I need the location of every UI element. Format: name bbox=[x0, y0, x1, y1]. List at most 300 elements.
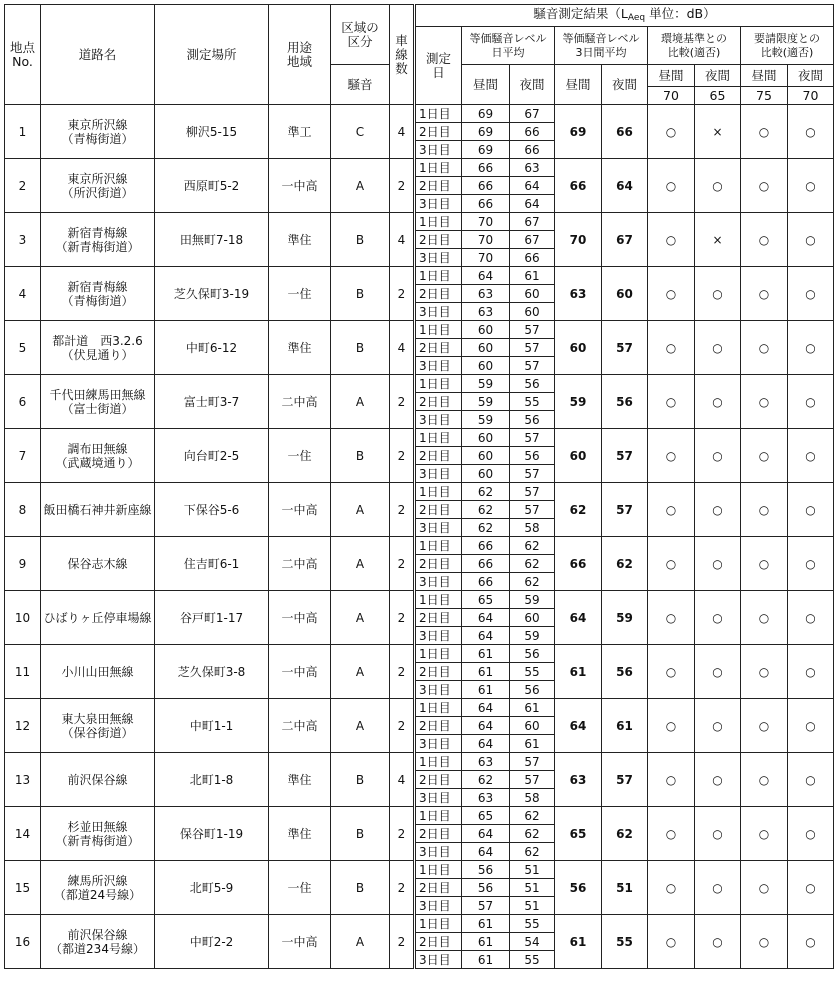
daily-night-value: 57 bbox=[510, 483, 555, 501]
table-row bbox=[5, 483, 834, 501]
env-day-result: ○ bbox=[648, 159, 695, 213]
req-day-result: ○ bbox=[741, 807, 788, 861]
table-row bbox=[5, 429, 834, 447]
env-night-result: × bbox=[695, 213, 741, 267]
lanes: 2 bbox=[390, 699, 415, 753]
env-day-result: ○ bbox=[648, 753, 695, 807]
daily-day-value: 66 bbox=[462, 159, 510, 177]
table-row bbox=[5, 105, 834, 123]
req-night-result: ○ bbox=[788, 753, 834, 807]
road-name-line: 東京所沢線 bbox=[67, 117, 128, 132]
day-label: 1日目 bbox=[415, 861, 462, 879]
avg-day-value: 64 bbox=[555, 699, 602, 753]
avg-day-value: 63 bbox=[555, 267, 602, 321]
daily-day-value: 66 bbox=[462, 573, 510, 591]
req-day-result: ○ bbox=[741, 753, 788, 807]
area-class: C bbox=[331, 105, 390, 159]
daily-night-value: 62 bbox=[510, 843, 555, 861]
daily-night-value: 62 bbox=[510, 537, 555, 555]
road-name-line: 都計道 西3.2.6 bbox=[52, 333, 143, 348]
req-day-result: ○ bbox=[741, 591, 788, 645]
daily-night-value: 54 bbox=[510, 933, 555, 951]
header-env-day-value: 70 bbox=[648, 87, 695, 105]
area-class: B bbox=[331, 429, 390, 483]
point-no: 1 bbox=[5, 105, 41, 159]
header-env-day: 昼間 bbox=[648, 65, 695, 87]
location: 芝久保町3-19 bbox=[155, 267, 269, 321]
daily-day-value: 66 bbox=[462, 537, 510, 555]
avg-day-value: 62 bbox=[555, 483, 602, 537]
area-class: A bbox=[331, 699, 390, 753]
daily-day-value: 57 bbox=[462, 897, 510, 915]
avg-day-value: 66 bbox=[555, 159, 602, 213]
lanes: 4 bbox=[390, 213, 415, 267]
avg-day-value: 61 bbox=[555, 645, 602, 699]
day-label: 2日目 bbox=[415, 285, 462, 303]
road-name-line: （武蔵境通り） bbox=[55, 455, 140, 470]
day-label: 1日目 bbox=[415, 753, 462, 771]
req-day-result: ○ bbox=[741, 267, 788, 321]
road-name-line: 新宿青梅線 bbox=[67, 225, 128, 240]
lanes: 4 bbox=[390, 105, 415, 159]
env-day-result: ○ bbox=[648, 321, 695, 375]
day-label: 1日目 bbox=[415, 915, 462, 933]
req-night-result: ○ bbox=[788, 213, 834, 267]
env-day-result: ○ bbox=[648, 699, 695, 753]
req-day-result: ○ bbox=[741, 699, 788, 753]
location: 柳沢5-15 bbox=[155, 105, 269, 159]
day-label: 1日目 bbox=[415, 645, 462, 663]
day-label: 1日目 bbox=[415, 375, 462, 393]
day-label: 1日目 bbox=[415, 429, 462, 447]
road-name-line: 練馬所沢線 bbox=[67, 873, 128, 888]
avg-night-value: 62 bbox=[602, 537, 648, 591]
point-no: 11 bbox=[5, 645, 41, 699]
road-name-line: （青梅街道） bbox=[61, 131, 134, 146]
use-zone: 一住 bbox=[269, 267, 331, 321]
daily-night-value: 57 bbox=[510, 465, 555, 483]
daily-day-value: 64 bbox=[462, 735, 510, 753]
daily-night-value: 61 bbox=[510, 735, 555, 753]
road-name-line: （新青梅街道） bbox=[55, 833, 140, 848]
lanes: 4 bbox=[390, 753, 415, 807]
day-label: 3日目 bbox=[415, 411, 462, 429]
lanes: 2 bbox=[390, 159, 415, 213]
req-night-result: ○ bbox=[788, 591, 834, 645]
daily-day-value: 61 bbox=[462, 663, 510, 681]
day-label: 1日目 bbox=[415, 321, 462, 339]
daily-night-value: 58 bbox=[510, 519, 555, 537]
header-lanes: 車 線 数 bbox=[390, 5, 415, 105]
env-night-result: ○ bbox=[695, 375, 741, 429]
header-results-title: 騒音測定結果（LAeq 単位：dB） bbox=[415, 5, 834, 27]
req-day-result: ○ bbox=[741, 321, 788, 375]
table-body bbox=[5, 105, 834, 969]
road-name-line: （新青梅街道） bbox=[55, 239, 140, 254]
road-name-line: 杉並田無線 bbox=[67, 819, 128, 834]
daily-day-value: 69 bbox=[462, 105, 510, 123]
road-name bbox=[41, 213, 155, 267]
avg-day-value: 70 bbox=[555, 213, 602, 267]
use-zone: 準住 bbox=[269, 807, 331, 861]
avg-night-value: 56 bbox=[602, 375, 648, 429]
env-night-result: ○ bbox=[695, 267, 741, 321]
location: 谷戸町1-17 bbox=[155, 591, 269, 645]
daily-day-value: 63 bbox=[462, 303, 510, 321]
daily-night-value: 57 bbox=[510, 429, 555, 447]
daily-night-value: 66 bbox=[510, 141, 555, 159]
daily-day-value: 61 bbox=[462, 915, 510, 933]
day-label: 2日目 bbox=[415, 339, 462, 357]
daily-day-value: 62 bbox=[462, 519, 510, 537]
avg-night-value: 51 bbox=[602, 861, 648, 915]
daily-day-value: 64 bbox=[462, 843, 510, 861]
req-day-result: ○ bbox=[741, 213, 788, 267]
daily-night-value: 55 bbox=[510, 915, 555, 933]
daily-night-value: 62 bbox=[510, 825, 555, 843]
header-three-day-avg: 等価騒音レベル 3日間平均 bbox=[555, 27, 648, 65]
env-day-result: ○ bbox=[648, 537, 695, 591]
road-name-line: （都道24号線） bbox=[53, 887, 142, 902]
daily-night-value: 56 bbox=[510, 681, 555, 699]
env-night-result: ○ bbox=[695, 591, 741, 645]
env-night-result: × bbox=[695, 105, 741, 159]
avg-day-value: 60 bbox=[555, 321, 602, 375]
point-no: 16 bbox=[5, 915, 41, 969]
daily-day-value: 66 bbox=[462, 555, 510, 573]
day-label: 3日目 bbox=[415, 249, 462, 267]
road-name bbox=[41, 591, 155, 645]
daily-day-value: 56 bbox=[462, 861, 510, 879]
daily-night-value: 60 bbox=[510, 717, 555, 735]
lanes: 2 bbox=[390, 861, 415, 915]
req-day-result: ○ bbox=[741, 375, 788, 429]
daily-day-value: 65 bbox=[462, 591, 510, 609]
daily-night-value: 57 bbox=[510, 339, 555, 357]
daily-day-value: 64 bbox=[462, 825, 510, 843]
area-class: B bbox=[331, 213, 390, 267]
avg-day-value: 60 bbox=[555, 429, 602, 483]
point-no: 15 bbox=[5, 861, 41, 915]
env-night-result: ○ bbox=[695, 321, 741, 375]
daily-day-value: 62 bbox=[462, 483, 510, 501]
env-night-result: ○ bbox=[695, 537, 741, 591]
table-row bbox=[5, 267, 834, 285]
use-zone: 一中高 bbox=[269, 915, 331, 969]
road-name bbox=[41, 483, 155, 537]
day-label: 2日目 bbox=[415, 663, 462, 681]
use-zone: 二中高 bbox=[269, 699, 331, 753]
avg-night-value: 57 bbox=[602, 321, 648, 375]
daily-night-value: 57 bbox=[510, 753, 555, 771]
header-avg-day: 昼間 bbox=[555, 65, 602, 105]
day-label: 3日目 bbox=[415, 303, 462, 321]
env-night-result: ○ bbox=[695, 915, 741, 969]
location: 向台町2-5 bbox=[155, 429, 269, 483]
road-name-line: 飯田橋石神井新座線 bbox=[43, 502, 152, 517]
daily-night-value: 67 bbox=[510, 105, 555, 123]
day-label: 1日目 bbox=[415, 699, 462, 717]
daily-night-value: 62 bbox=[510, 573, 555, 591]
daily-night-value: 56 bbox=[510, 411, 555, 429]
req-day-result: ○ bbox=[741, 159, 788, 213]
day-label: 3日目 bbox=[415, 735, 462, 753]
daily-night-value: 57 bbox=[510, 501, 555, 519]
use-zone: 準住 bbox=[269, 213, 331, 267]
avg-night-value: 57 bbox=[602, 429, 648, 483]
daily-night-value: 51 bbox=[510, 897, 555, 915]
lanes: 2 bbox=[390, 591, 415, 645]
location: 富士町3-7 bbox=[155, 375, 269, 429]
point-no: 10 bbox=[5, 591, 41, 645]
use-zone: 二中高 bbox=[269, 375, 331, 429]
avg-night-value: 61 bbox=[602, 699, 648, 753]
header-req-day-value: 75 bbox=[741, 87, 788, 105]
lanes: 2 bbox=[390, 807, 415, 861]
daily-day-value: 60 bbox=[462, 429, 510, 447]
point-no: 12 bbox=[5, 699, 41, 753]
daily-day-value: 70 bbox=[462, 231, 510, 249]
header-daily-night: 夜間 bbox=[510, 65, 555, 105]
avg-day-value: 64 bbox=[555, 591, 602, 645]
avg-night-value: 64 bbox=[602, 159, 648, 213]
lanes: 4 bbox=[390, 321, 415, 375]
header-point-no: 地点 No. bbox=[5, 5, 41, 105]
day-label: 2日目 bbox=[415, 825, 462, 843]
avg-night-value: 59 bbox=[602, 591, 648, 645]
road-name bbox=[41, 645, 155, 699]
location: 芝久保町3-8 bbox=[155, 645, 269, 699]
env-day-result: ○ bbox=[648, 645, 695, 699]
area-class: B bbox=[331, 753, 390, 807]
daily-day-value: 56 bbox=[462, 879, 510, 897]
point-no: 2 bbox=[5, 159, 41, 213]
req-night-result: ○ bbox=[788, 699, 834, 753]
day-label: 3日目 bbox=[415, 465, 462, 483]
daily-day-value: 60 bbox=[462, 357, 510, 375]
env-night-result: ○ bbox=[695, 159, 741, 213]
req-night-result: ○ bbox=[788, 915, 834, 969]
noise-measurement-table bbox=[4, 4, 834, 969]
table-row bbox=[5, 915, 834, 933]
req-night-result: ○ bbox=[788, 429, 834, 483]
header-avg-night: 夜間 bbox=[602, 65, 648, 105]
day-label: 2日目 bbox=[415, 933, 462, 951]
daily-day-value: 61 bbox=[462, 681, 510, 699]
avg-night-value: 66 bbox=[602, 105, 648, 159]
header-daily-avg: 等価騒音レベル 日平均 bbox=[462, 27, 555, 65]
day-label: 1日目 bbox=[415, 537, 462, 555]
area-class: B bbox=[331, 807, 390, 861]
road-name-line: （都道234号線） bbox=[50, 941, 145, 956]
env-day-result: ○ bbox=[648, 375, 695, 429]
daily-day-value: 63 bbox=[462, 285, 510, 303]
daily-day-value: 65 bbox=[462, 807, 510, 825]
day-label: 2日目 bbox=[415, 177, 462, 195]
road-name-line: 前沢保谷線 bbox=[67, 927, 128, 942]
road-name bbox=[41, 807, 155, 861]
header-req-night: 夜間 bbox=[788, 65, 834, 87]
req-night-result: ○ bbox=[788, 321, 834, 375]
req-day-result: ○ bbox=[741, 537, 788, 591]
road-name-line: 前沢保谷線 bbox=[67, 772, 128, 787]
day-label: 2日目 bbox=[415, 501, 462, 519]
daily-day-value: 61 bbox=[462, 933, 510, 951]
env-night-result: ○ bbox=[695, 645, 741, 699]
day-label: 2日目 bbox=[415, 717, 462, 735]
env-day-result: ○ bbox=[648, 213, 695, 267]
area-class: B bbox=[331, 267, 390, 321]
req-night-result: ○ bbox=[788, 645, 834, 699]
use-zone: 準住 bbox=[269, 321, 331, 375]
daily-day-value: 60 bbox=[462, 321, 510, 339]
daily-day-value: 70 bbox=[462, 249, 510, 267]
table-row bbox=[5, 591, 834, 609]
avg-day-value: 61 bbox=[555, 915, 602, 969]
daily-night-value: 56 bbox=[510, 645, 555, 663]
lanes: 2 bbox=[390, 915, 415, 969]
header-use-zone: 用途 地域 bbox=[269, 5, 331, 105]
daily-day-value: 60 bbox=[462, 339, 510, 357]
day-label: 3日目 bbox=[415, 519, 462, 537]
header-req-day: 昼間 bbox=[741, 65, 788, 87]
area-class: A bbox=[331, 483, 390, 537]
daily-night-value: 55 bbox=[510, 663, 555, 681]
daily-day-value: 62 bbox=[462, 501, 510, 519]
road-name-line: （青梅街道） bbox=[61, 293, 134, 308]
table-row bbox=[5, 537, 834, 555]
road-name bbox=[41, 375, 155, 429]
avg-day-value: 65 bbox=[555, 807, 602, 861]
day-label: 2日目 bbox=[415, 447, 462, 465]
point-no: 13 bbox=[5, 753, 41, 807]
env-day-result: ○ bbox=[648, 807, 695, 861]
header-req-night-value: 70 bbox=[788, 87, 834, 105]
road-name bbox=[41, 267, 155, 321]
table-row bbox=[5, 159, 834, 177]
avg-day-value: 63 bbox=[555, 753, 602, 807]
header-location: 測定場所 bbox=[155, 5, 269, 105]
req-day-result: ○ bbox=[741, 483, 788, 537]
point-no: 8 bbox=[5, 483, 41, 537]
daily-day-value: 66 bbox=[462, 195, 510, 213]
table-row bbox=[5, 807, 834, 825]
req-night-result: ○ bbox=[788, 537, 834, 591]
daily-day-value: 59 bbox=[462, 411, 510, 429]
avg-day-value: 69 bbox=[555, 105, 602, 159]
road-name-line: 新宿青梅線 bbox=[67, 279, 128, 294]
location: 中町6-12 bbox=[155, 321, 269, 375]
env-night-result: ○ bbox=[695, 483, 741, 537]
table-row bbox=[5, 321, 834, 339]
req-night-result: ○ bbox=[788, 267, 834, 321]
road-name bbox=[41, 429, 155, 483]
daily-day-value: 61 bbox=[462, 645, 510, 663]
env-day-result: ○ bbox=[648, 105, 695, 159]
area-class: B bbox=[331, 861, 390, 915]
daily-night-value: 59 bbox=[510, 591, 555, 609]
noise-measurement-table-container bbox=[4, 4, 834, 969]
day-label: 2日目 bbox=[415, 609, 462, 627]
lanes: 2 bbox=[390, 267, 415, 321]
day-label: 3日目 bbox=[415, 681, 462, 699]
header-area-class: 区域の 区分 bbox=[331, 5, 390, 65]
point-no: 3 bbox=[5, 213, 41, 267]
road-name bbox=[41, 915, 155, 969]
header-daily-day: 昼間 bbox=[462, 65, 510, 105]
daily-day-value: 66 bbox=[462, 177, 510, 195]
req-night-result: ○ bbox=[788, 483, 834, 537]
header-measure-day: 測定 日 bbox=[415, 27, 462, 105]
use-zone: 一住 bbox=[269, 861, 331, 915]
daily-night-value: 57 bbox=[510, 771, 555, 789]
daily-night-value: 60 bbox=[510, 285, 555, 303]
location: 保谷町1-19 bbox=[155, 807, 269, 861]
avg-night-value: 67 bbox=[602, 213, 648, 267]
day-label: 3日目 bbox=[415, 357, 462, 375]
daily-day-value: 59 bbox=[462, 375, 510, 393]
daily-night-value: 67 bbox=[510, 231, 555, 249]
req-day-result: ○ bbox=[741, 915, 788, 969]
daily-night-value: 56 bbox=[510, 447, 555, 465]
lanes: 2 bbox=[390, 537, 415, 591]
req-day-result: ○ bbox=[741, 861, 788, 915]
env-day-result: ○ bbox=[648, 429, 695, 483]
day-label: 3日目 bbox=[415, 573, 462, 591]
daily-day-value: 63 bbox=[462, 753, 510, 771]
day-label: 1日目 bbox=[415, 807, 462, 825]
use-zone: 一中高 bbox=[269, 159, 331, 213]
daily-day-value: 64 bbox=[462, 717, 510, 735]
daily-day-value: 64 bbox=[462, 609, 510, 627]
env-day-result: ○ bbox=[648, 267, 695, 321]
area-class: A bbox=[331, 915, 390, 969]
req-night-result: ○ bbox=[788, 159, 834, 213]
area-class: A bbox=[331, 537, 390, 591]
location: 田無町7-18 bbox=[155, 213, 269, 267]
daily-night-value: 61 bbox=[510, 267, 555, 285]
daily-night-value: 61 bbox=[510, 699, 555, 717]
road-name bbox=[41, 159, 155, 213]
header-env-night: 夜間 bbox=[695, 65, 741, 87]
road-name-line: ひばりヶ丘停車場線 bbox=[43, 610, 152, 625]
area-class: B bbox=[331, 321, 390, 375]
road-name bbox=[41, 753, 155, 807]
day-label: 1日目 bbox=[415, 105, 462, 123]
daily-night-value: 62 bbox=[510, 807, 555, 825]
location: 北町5-9 bbox=[155, 861, 269, 915]
avg-night-value: 57 bbox=[602, 753, 648, 807]
day-label: 1日目 bbox=[415, 483, 462, 501]
daily-night-value: 51 bbox=[510, 861, 555, 879]
road-name bbox=[41, 321, 155, 375]
daily-day-value: 69 bbox=[462, 123, 510, 141]
header-road-name: 道路名 bbox=[41, 5, 155, 105]
header-area-noise: 騒音 bbox=[331, 65, 390, 105]
avg-night-value: 55 bbox=[602, 915, 648, 969]
point-no: 5 bbox=[5, 321, 41, 375]
use-zone: 一中高 bbox=[269, 645, 331, 699]
avg-night-value: 57 bbox=[602, 483, 648, 537]
table-row bbox=[5, 861, 834, 879]
road-name-line: 東京所沢線 bbox=[67, 171, 128, 186]
header-env-night-value: 65 bbox=[695, 87, 741, 105]
lanes: 2 bbox=[390, 483, 415, 537]
daily-night-value: 63 bbox=[510, 159, 555, 177]
location: 中町2-2 bbox=[155, 915, 269, 969]
use-zone: 一住 bbox=[269, 429, 331, 483]
daily-night-value: 57 bbox=[510, 357, 555, 375]
